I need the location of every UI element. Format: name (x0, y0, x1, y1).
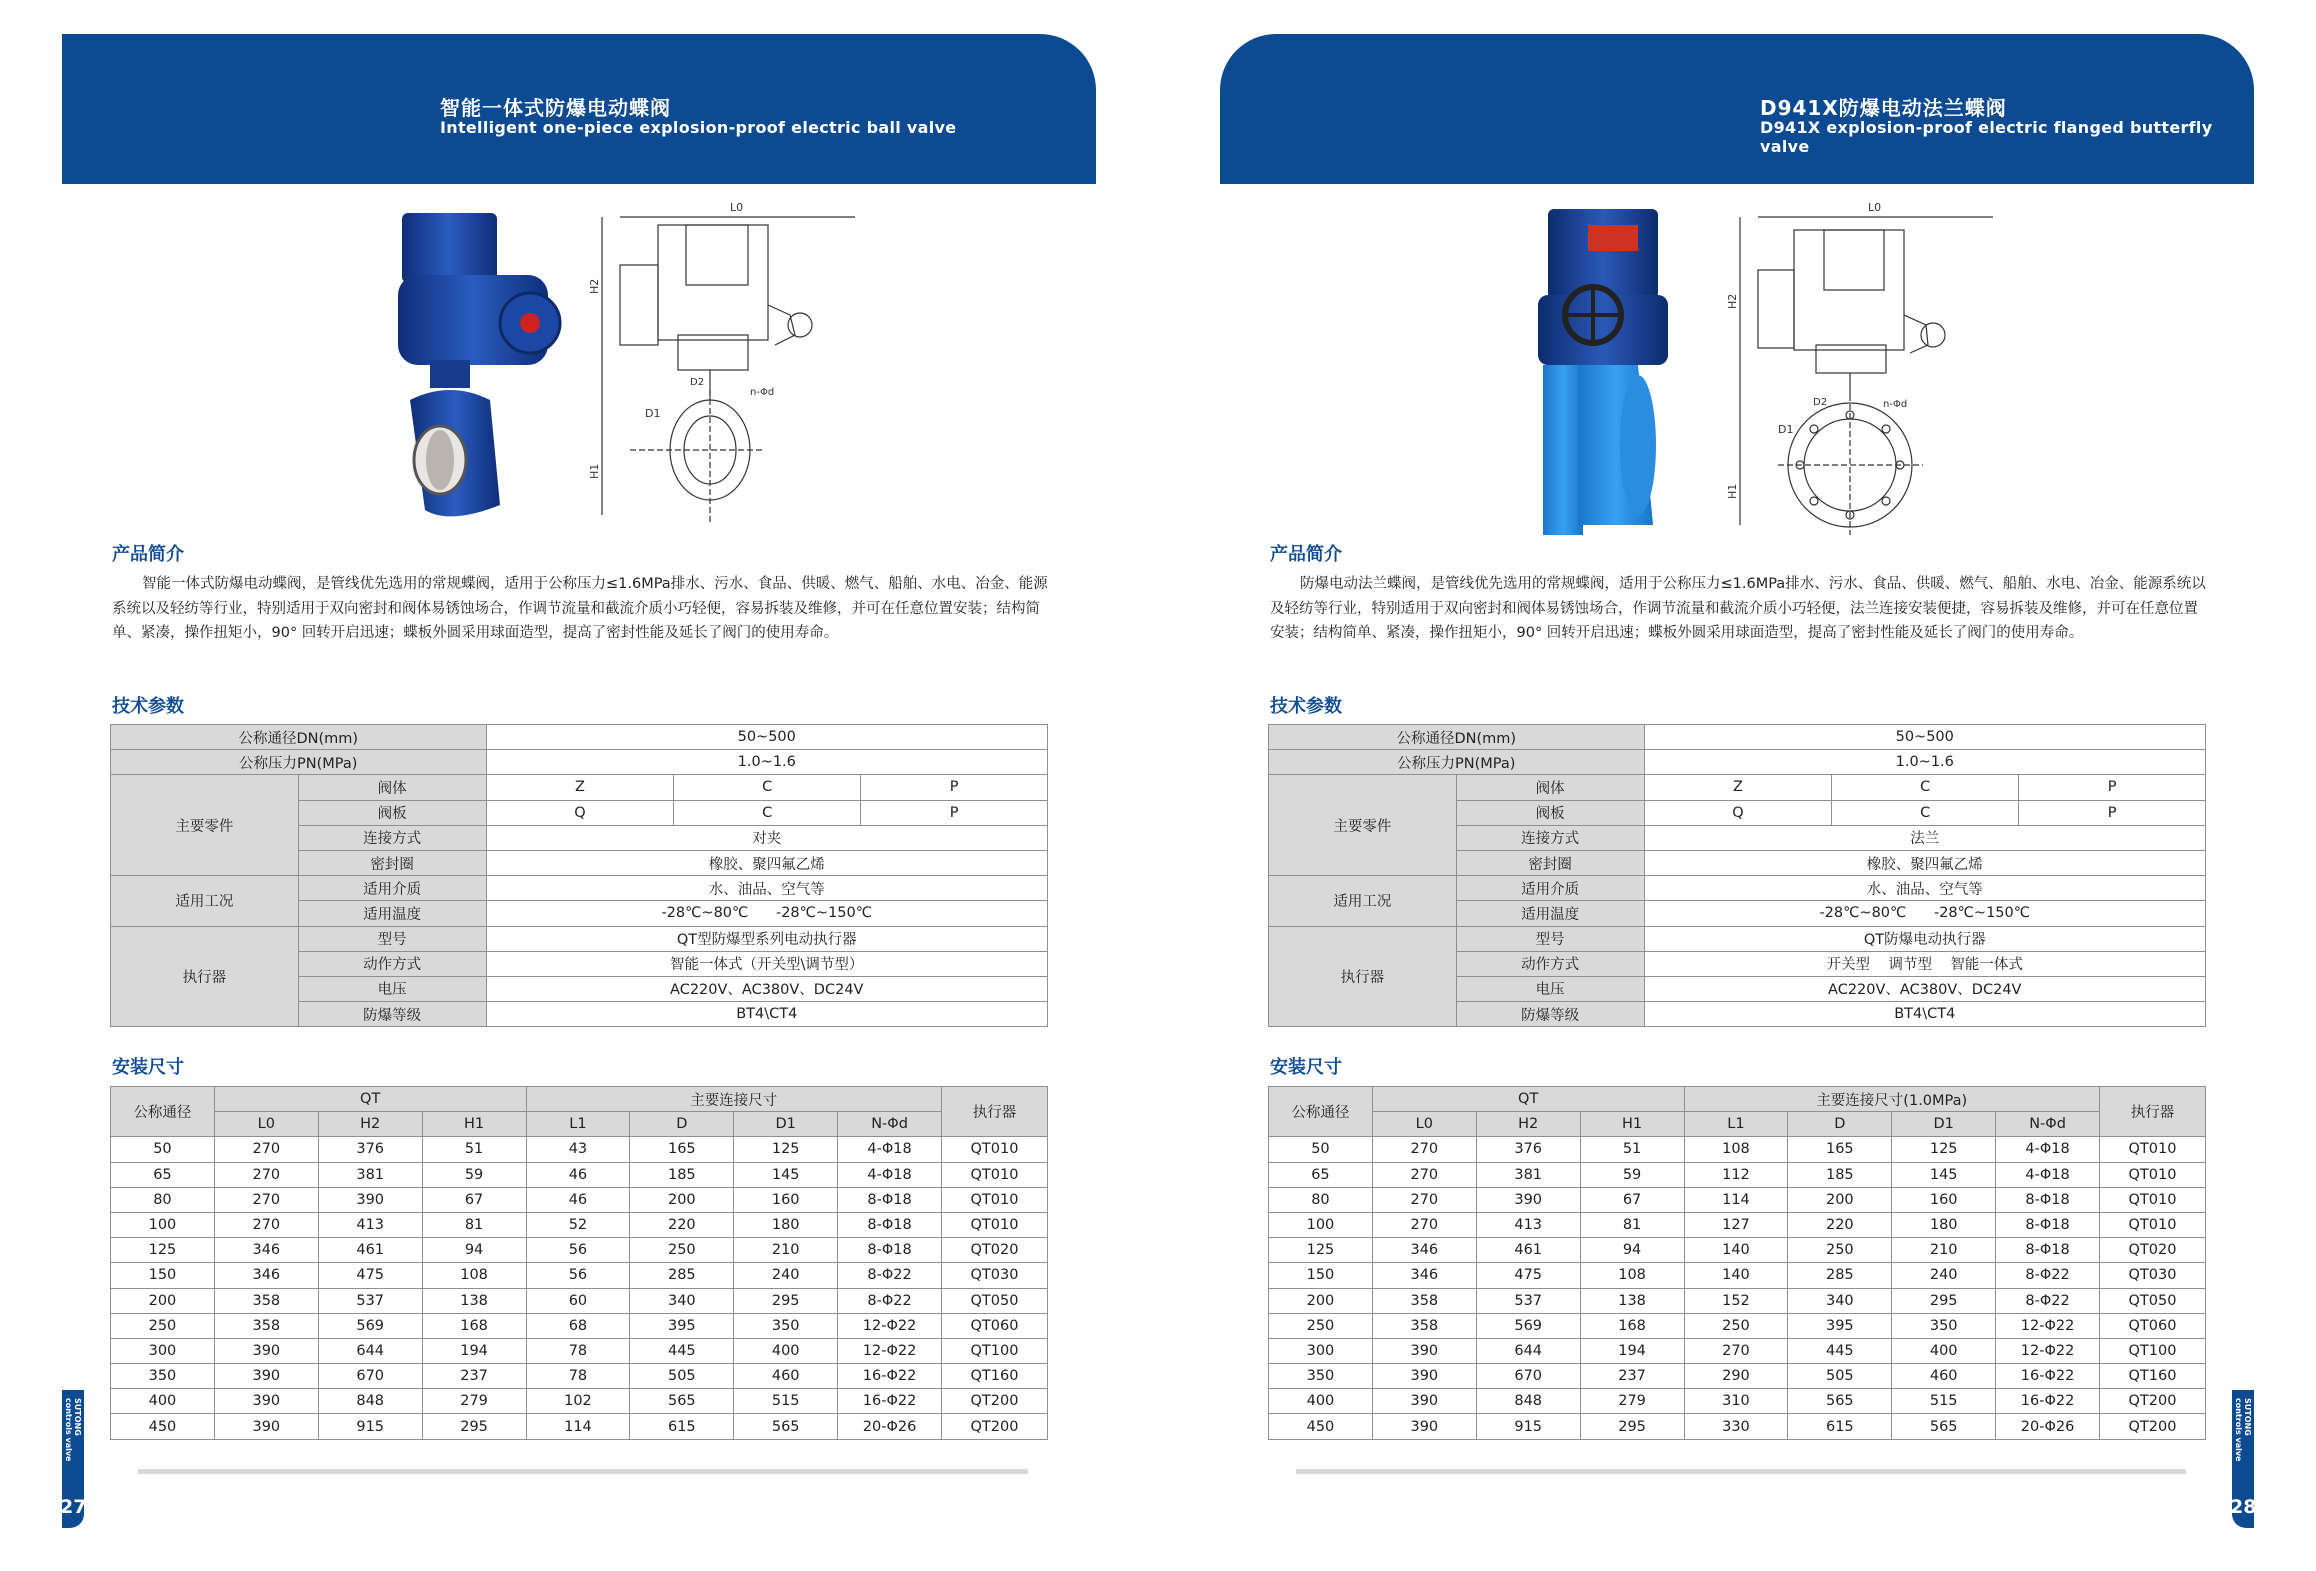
table-cell: 145 (1892, 1162, 1996, 1187)
table-cell: 270 (1372, 1212, 1476, 1237)
table-cell: 150 (111, 1263, 215, 1288)
table-cell: 108 (422, 1263, 526, 1288)
table-row (1269, 1389, 2206, 1414)
table-cell: 346 (214, 1263, 318, 1288)
table-cell: 445 (630, 1338, 734, 1363)
table-cell: 56 (526, 1263, 630, 1288)
table-cell: 220 (1788, 1212, 1892, 1237)
table-cell: 376 (318, 1137, 422, 1162)
table-cell: 390 (1476, 1187, 1580, 1212)
intro-text (112, 572, 1048, 646)
table-cell: 290 (1684, 1364, 1788, 1389)
table-cell: 270 (1372, 1137, 1476, 1162)
table-cell: 12-Φ22 (1996, 1338, 2100, 1363)
table-cell: 8-Φ22 (1996, 1288, 2100, 1313)
label-d2: D2 (1813, 397, 1828, 408)
table-cell: QT010 (942, 1187, 1048, 1212)
table-cell: 108 (1580, 1263, 1684, 1288)
table-cell: 915 (1476, 1414, 1580, 1439)
table-cell: QT200 (942, 1389, 1048, 1414)
table-cell: 138 (422, 1288, 526, 1313)
table-row (111, 1389, 1048, 1414)
table-cell: 295 (734, 1288, 838, 1313)
table-cell: 8-Φ18 (838, 1187, 942, 1212)
table-row (111, 1414, 1048, 1439)
table-row (111, 1137, 1048, 1162)
dims-title: 安装尺寸 (1270, 1057, 1342, 1078)
table-cell: 68 (526, 1313, 630, 1338)
table-cell: 78 (526, 1364, 630, 1389)
table-cell: 81 (422, 1212, 526, 1237)
table-cell: 270 (214, 1212, 318, 1237)
table-cell: 450 (111, 1414, 215, 1439)
table-row (111, 1263, 1048, 1288)
table-cell: QT020 (942, 1238, 1048, 1263)
table-cell: 200 (1269, 1288, 1373, 1313)
table-cell: 65 (1269, 1162, 1373, 1187)
table-cell: 168 (422, 1313, 526, 1338)
table-cell: 390 (214, 1414, 318, 1439)
table-cell: 390 (318, 1187, 422, 1212)
table-cell: 295 (1580, 1414, 1684, 1439)
table-cell: 250 (1788, 1238, 1892, 1263)
table-cell: 112 (1684, 1162, 1788, 1187)
table-cell: 460 (734, 1364, 838, 1389)
table-cell: 140 (1684, 1263, 1788, 1288)
title-en: Intelligent one-piece explosion-proof electric ball valve (440, 118, 957, 137)
label-d2: D2 (690, 377, 705, 388)
tech-title: 技术参数 (112, 696, 184, 717)
table-cell: 4-Φ18 (1996, 1162, 2100, 1187)
table-cell: 270 (214, 1187, 318, 1212)
brand-vertical: SUTONG controls valve (2234, 1398, 2252, 1462)
title-cn: D941X防爆电动法兰蝶阀 (1760, 96, 2007, 120)
title-en: D941X explosion-proof electric flanged butterfly valve (1760, 118, 2213, 156)
table-cell: 60 (526, 1288, 630, 1313)
page-tab (2230, 1390, 2257, 1528)
brand-vertical: SUTONG controls valve (64, 1398, 82, 1462)
table-cell: QT160 (2100, 1364, 2206, 1389)
table-cell: 381 (318, 1162, 422, 1187)
table-cell: 295 (1892, 1288, 1996, 1313)
table-cell: 475 (1476, 1263, 1580, 1288)
table-cell: QT060 (942, 1313, 1048, 1338)
table-cell: 12-Φ22 (838, 1313, 942, 1338)
table-cell: 376 (1476, 1137, 1580, 1162)
table-cell: QT160 (942, 1364, 1048, 1389)
table-cell: QT010 (2100, 1212, 2206, 1237)
table-cell: 445 (1788, 1338, 1892, 1363)
table-cell: 8-Φ18 (838, 1212, 942, 1237)
table-cell: 100 (1269, 1212, 1373, 1237)
table-cell: 390 (1372, 1364, 1476, 1389)
footer-line (138, 1469, 1028, 1474)
table-cell: 270 (1372, 1187, 1476, 1212)
table-cell: 8-Φ18 (1996, 1212, 2100, 1237)
table-cell: 67 (422, 1187, 526, 1212)
table-row (1269, 1212, 2206, 1237)
table-cell: 4-Φ18 (1996, 1137, 2100, 1162)
label-l0: L0 (730, 201, 744, 214)
intro-title: 产品简介 (112, 544, 184, 565)
intro-title: 产品简介 (1270, 544, 1342, 565)
table-cell: 8-Φ22 (838, 1263, 942, 1288)
title-banner (1220, 34, 2254, 184)
table-cell: QT010 (942, 1212, 1048, 1237)
label-d1: D1 (645, 407, 661, 420)
table-row (1269, 1288, 2206, 1313)
table-cell: 475 (318, 1263, 422, 1288)
table-cell: 848 (318, 1389, 422, 1414)
table-cell: 515 (1892, 1389, 1996, 1414)
dims-rows (1269, 1137, 2206, 1439)
table-cell: 346 (214, 1238, 318, 1263)
table-cell: 400 (1892, 1338, 1996, 1363)
table-cell: 250 (111, 1313, 215, 1338)
title-banner (62, 34, 1096, 184)
table-cell: 300 (1269, 1338, 1373, 1363)
table-cell: 185 (630, 1162, 734, 1187)
table-cell: 65 (111, 1162, 215, 1187)
table-cell: 413 (1476, 1212, 1580, 1237)
dims-table: 公称通径 QT 主要连接尺寸 执行器 L0 H2 H1 L1 D D1 N-Φd 50 270 376 51 43 165 125 4-Φ18 QT010 65 270 381 59 46 185 145 4-Φ18 QT010 80 270 390 67 46 200 160 8-Φ18 QT010 100 270 413 81 52 220 180 8-Φ18 QT010 125 346 461 94 56 250 210 8-Φ18 QT020 150 346 475 108 56 285 240 8-Φ22 QT030 200 358 537 138 60 340 295 8-Φ22 QT050 250 358 569 168 68 395 350 12-Φ22 QT060 300 390 644 194 78 445 400 12-Φ22 QT100 350 390 670 237 78 505 460 16-Φ22 QT160 400 390 848 279 102 565 515 16-Φ22 QT200 450 390 915 295 114 615 565 20-Φ26 QT200 (110, 1086, 1048, 1440)
label-nd: n-Φd (1883, 399, 1908, 410)
dims-table: 公称通径 QT 主要连接尺寸(1.0MPa) 执行器 L0 H2 H1 L1 D D1 N-Φd 50 270 376 51 108 165 125 4-Φ18 QT010 65 270 381 59 112 185 145 4-Φ18 QT010 80 270 390 67 114 200 160 8-Φ18 QT010 100 270 413 81 127 220 180 8-Φ18 QT010 125 346 461 94 140 250 210 8-Φ18 QT020 150 346 475 108 140 285 240 8-Φ22 QT030 200 358 537 138 152 340 295 8-Φ22 QT050 250 358 569 168 250 395 350 12-Φ22 QT060 300 390 644 194 270 445 400 12-Φ22 QT100 350 390 670 237 290 505 460 16-Φ22 QT160 400 390 848 279 310 565 515 16-Φ22 QT200 450 390 915 295 330 615 565 20-Φ26 QT200 (1268, 1086, 2206, 1440)
table-cell: 81 (1580, 1212, 1684, 1237)
table-cell: 185 (1788, 1162, 1892, 1187)
table-cell: 210 (734, 1238, 838, 1263)
table-cell: 461 (1476, 1238, 1580, 1263)
table-cell: 358 (214, 1313, 318, 1338)
label-h2: H2 (1726, 293, 1739, 309)
label-h1: H1 (1726, 483, 1739, 499)
title-cn: 智能一体式防爆电动蝶阀 (440, 96, 671, 120)
table-row (1269, 1238, 2206, 1263)
table-cell: 240 (1892, 1263, 1996, 1288)
table-cell: QT200 (2100, 1414, 2206, 1439)
table-cell: 240 (734, 1263, 838, 1288)
table-cell: 43 (526, 1137, 630, 1162)
table-cell: 390 (214, 1364, 318, 1389)
table-cell: 108 (1684, 1137, 1788, 1162)
table-cell: QT030 (942, 1263, 1048, 1288)
footer-line (1296, 1469, 2186, 1474)
table-cell: 50 (111, 1137, 215, 1162)
table-cell: 460 (1892, 1364, 1996, 1389)
table-row (1269, 1162, 2206, 1187)
table-cell: QT020 (2100, 1238, 2206, 1263)
table-row (1269, 1338, 2206, 1363)
table-cell: 358 (1372, 1313, 1476, 1338)
table-row (111, 1238, 1048, 1263)
table-cell: 390 (214, 1389, 318, 1414)
table-cell: 358 (1372, 1288, 1476, 1313)
table-cell: 165 (1788, 1137, 1892, 1162)
table-cell: QT060 (2100, 1313, 2206, 1338)
table-cell: 250 (1684, 1313, 1788, 1338)
table-cell: 615 (630, 1414, 734, 1439)
table-cell: 12-Φ22 (1996, 1313, 2100, 1338)
table-cell: 400 (734, 1338, 838, 1363)
table-cell: 270 (1372, 1162, 1476, 1187)
intro-body: 防爆电动法兰蝶阀，是管线优先选用的常规蝶阀，适用于公称压力≤1.6MPa排水、污水、食品、供暖、燃气、船舶、水电、冶金、能源系统以及轻纺等行业，特别适用于双向密封和阀体易锈蚀场合，作调节流量和截流介质小巧轻便，法兰连接安装便捷，容易拆装及维修，并可在任意位置安装；结构简单、紧凑，操作扭矩小，90° 回转开启迅速；蝶板外圆采用球面造型，提高了密封性能及延长了阀门的使用寿命。 (1270, 576, 2206, 641)
table-cell: 270 (214, 1137, 318, 1162)
table-cell: 340 (1788, 1288, 1892, 1313)
table-cell: 285 (630, 1263, 734, 1288)
table-cell: 102 (526, 1389, 630, 1414)
table-cell: 194 (422, 1338, 526, 1363)
table-cell: 16-Φ22 (1996, 1389, 2100, 1414)
page-number: 28 (2230, 1496, 2257, 1518)
table-cell: 168 (1580, 1313, 1684, 1338)
table-cell: 152 (1684, 1288, 1788, 1313)
table-cell: 250 (630, 1238, 734, 1263)
table-cell: 94 (422, 1238, 526, 1263)
table-cell: QT010 (2100, 1187, 2206, 1212)
table-row (1269, 1414, 2206, 1439)
table-cell: 100 (111, 1212, 215, 1237)
table-cell: 180 (1892, 1212, 1996, 1237)
table-row (111, 1364, 1048, 1389)
table-cell: 381 (1476, 1162, 1580, 1187)
table-cell: 644 (1476, 1338, 1580, 1363)
table-cell: 565 (734, 1414, 838, 1439)
valve-drawing (1728, 195, 2008, 535)
table-cell: 78 (526, 1338, 630, 1363)
table-cell: 644 (318, 1338, 422, 1363)
table-cell: 565 (1892, 1414, 1996, 1439)
table-cell: 413 (318, 1212, 422, 1237)
table-cell: 125 (1269, 1238, 1373, 1263)
table-cell: 279 (422, 1389, 526, 1414)
table-cell: 279 (1580, 1389, 1684, 1414)
table-cell: 94 (1580, 1238, 1684, 1263)
table-cell: 56 (526, 1238, 630, 1263)
table-cell: 358 (214, 1288, 318, 1313)
params-table: 公称通径DN(mm) 50~500 公称压力PN(MPa) 1.0~1.6 主要零件 阀体 Z C P 阀板 Q C P 连接方式 对夹 密封圈 橡胶、聚四氟乙烯 适用工况 适用介质 水、油品、空气等 适用温度 -28℃~80℃ -28℃~150℃ 执行器 型号 QT型防爆型系列电动执行器 动作方式 智能一体式（开关型\调节型） 电压 AC220V、AC380V、DC24V 防爆等级 BT4\CT4 (110, 724, 1048, 1027)
table-cell: 4-Φ18 (838, 1137, 942, 1162)
table-cell: 400 (111, 1389, 215, 1414)
table-row (1269, 1313, 2206, 1338)
table-row (111, 1338, 1048, 1363)
table-cell: 210 (1892, 1238, 1996, 1263)
table-cell: 250 (1269, 1313, 1373, 1338)
table-cell: 350 (734, 1313, 838, 1338)
table-cell: 125 (1892, 1137, 1996, 1162)
page-number: 27 (60, 1496, 87, 1518)
table-cell: 51 (1580, 1137, 1684, 1162)
valve-drawing (590, 195, 870, 535)
table-cell: 20-Φ26 (838, 1414, 942, 1439)
table-cell: QT100 (2100, 1338, 2206, 1363)
table-cell: 400 (1269, 1389, 1373, 1414)
table-cell: 20-Φ26 (1996, 1414, 2100, 1439)
table-row (1269, 1187, 2206, 1212)
table-cell: 390 (1372, 1389, 1476, 1414)
table-cell: 565 (1788, 1389, 1892, 1414)
table-cell: 395 (1788, 1313, 1892, 1338)
table-cell: 670 (318, 1364, 422, 1389)
table-cell: 915 (318, 1414, 422, 1439)
table-cell: 16-Φ22 (1996, 1364, 2100, 1389)
table-cell: 670 (1476, 1364, 1580, 1389)
table-cell: 180 (734, 1212, 838, 1237)
table-cell: 569 (318, 1313, 422, 1338)
table-cell: 350 (1269, 1364, 1373, 1389)
table-cell: 165 (630, 1137, 734, 1162)
table-cell: 125 (734, 1137, 838, 1162)
table-cell: 150 (1269, 1263, 1373, 1288)
table-cell: 505 (1788, 1364, 1892, 1389)
table-cell: 346 (1372, 1238, 1476, 1263)
table-row (111, 1162, 1048, 1187)
table-cell: 390 (1372, 1414, 1476, 1439)
table-cell: 505 (630, 1364, 734, 1389)
table-cell: 310 (1684, 1389, 1788, 1414)
label-h1: H1 (588, 463, 601, 479)
tech-title: 技术参数 (1270, 696, 1342, 717)
table-cell: QT010 (2100, 1162, 2206, 1187)
table-cell: 8-Φ18 (1996, 1238, 2100, 1263)
table-cell: 8-Φ18 (1996, 1187, 2100, 1212)
table-cell: 848 (1476, 1389, 1580, 1414)
table-cell: QT010 (942, 1162, 1048, 1187)
table-cell: 200 (111, 1288, 215, 1313)
table-row (1269, 1263, 2206, 1288)
table-cell: 46 (526, 1187, 630, 1212)
table-cell: 270 (1684, 1338, 1788, 1363)
table-cell: QT050 (942, 1288, 1048, 1313)
table-cell: 114 (1684, 1187, 1788, 1212)
table-cell: QT050 (2100, 1288, 2206, 1313)
table-cell: 350 (1892, 1313, 1996, 1338)
table-row (111, 1313, 1048, 1338)
table-cell: 537 (318, 1288, 422, 1313)
table-cell: 395 (630, 1313, 734, 1338)
table-cell: QT100 (942, 1338, 1048, 1363)
dims-title: 安装尺寸 (112, 1057, 184, 1078)
params-table: 公称通径DN(mm) 50~500 公称压力PN(MPa) 1.0~1.6 主要零件 阀体 Z C P 阀板 Q C P 连接方式 法兰 密封圈 橡胶、聚四氟乙烯 适用工况 适用介质 水、油品、空气等 适用温度 -28℃~80℃ -28℃~150℃ 执行器 型号 QT防爆电动执行器 动作方式 开关型 调节型 智能一体式 电压 AC220V、AC380V、DC24V 防爆等级 BT4\CT4 (1268, 724, 2206, 1027)
table-cell: 127 (1684, 1212, 1788, 1237)
label-l0: L0 (1868, 201, 1882, 214)
table-cell: 140 (1684, 1238, 1788, 1263)
table-cell: 515 (734, 1389, 838, 1414)
table-cell: 46 (526, 1162, 630, 1187)
table-cell: 114 (526, 1414, 630, 1439)
table-cell: 52 (526, 1212, 630, 1237)
table-cell: 80 (1269, 1187, 1373, 1212)
table-row (1269, 1137, 2206, 1162)
table-cell: 59 (1580, 1162, 1684, 1187)
table-cell: 295 (422, 1414, 526, 1439)
table-cell: 16-Φ22 (838, 1389, 942, 1414)
table-cell: 59 (422, 1162, 526, 1187)
page-tab (60, 1390, 87, 1528)
intro-body: 智能一体式防爆电动蝶阀，是管线优先选用的常规蝶阀，适用于公称压力≤1.6MPa排水、污水、食品、供暖、燃气、船舶、水电、冶金、能源系统以及轻纺等行业，特别适用于双向密封和阀体易锈蚀场合，作调节流量和截流介质小巧轻便，容易拆装及维修，并可在任意位置安装；结构简单、紧凑，操作扭矩小，90° 回转开启迅速；蝶板外圆采用球面造型，提高了密封性能及延长了阀门的使用寿命。 (112, 576, 1048, 641)
table-cell: 125 (111, 1238, 215, 1263)
table-cell: 51 (422, 1137, 526, 1162)
table-row (1269, 1364, 2206, 1389)
table-cell: 390 (214, 1338, 318, 1363)
table-cell: 12-Φ22 (838, 1338, 942, 1363)
table-cell: 390 (1372, 1338, 1476, 1363)
table-cell: 80 (111, 1187, 215, 1212)
table-cell: 8-Φ22 (838, 1288, 942, 1313)
table-row (111, 1212, 1048, 1237)
table-cell: 200 (1788, 1187, 1892, 1212)
table-cell: 330 (1684, 1414, 1788, 1439)
table-cell: 194 (1580, 1338, 1684, 1363)
table-cell: QT010 (2100, 1137, 2206, 1162)
table-cell: QT200 (2100, 1389, 2206, 1414)
table-cell: 8-Φ18 (838, 1238, 942, 1263)
table-cell: 8-Φ22 (1996, 1263, 2100, 1288)
table-cell: 16-Φ22 (838, 1364, 942, 1389)
table-cell: 237 (1580, 1364, 1684, 1389)
page-right (1158, 0, 2316, 1571)
valve-photo (390, 205, 580, 535)
label-d1: D1 (1778, 423, 1794, 436)
table-cell: 569 (1476, 1313, 1580, 1338)
table-cell: QT010 (942, 1137, 1048, 1162)
table-row (111, 1187, 1048, 1212)
table-cell: 300 (111, 1338, 215, 1363)
table-cell: 270 (214, 1162, 318, 1187)
table-cell: 537 (1476, 1288, 1580, 1313)
table-cell: QT030 (2100, 1263, 2206, 1288)
table-cell: 160 (1892, 1187, 1996, 1212)
table-cell: 346 (1372, 1263, 1476, 1288)
table-cell: 285 (1788, 1263, 1892, 1288)
table-cell: 138 (1580, 1288, 1684, 1313)
table-cell: 237 (422, 1364, 526, 1389)
table-cell: 200 (630, 1187, 734, 1212)
table-cell: 67 (1580, 1187, 1684, 1212)
table-cell: QT200 (942, 1414, 1048, 1439)
intro-text (1270, 572, 2206, 646)
valve-photo (1518, 205, 1708, 535)
table-cell: 450 (1269, 1414, 1373, 1439)
table-cell: 340 (630, 1288, 734, 1313)
table-cell: 50 (1269, 1137, 1373, 1162)
table-cell: 461 (318, 1238, 422, 1263)
label-nd: n-Φd (750, 387, 775, 398)
label-h2: H2 (588, 278, 601, 294)
table-cell: 615 (1788, 1414, 1892, 1439)
table-row (111, 1288, 1048, 1313)
dims-rows (111, 1137, 1048, 1439)
table-cell: 350 (111, 1364, 215, 1389)
table-cell: 160 (734, 1187, 838, 1212)
table-cell: 565 (630, 1389, 734, 1414)
table-cell: 4-Φ18 (838, 1162, 942, 1187)
table-cell: 145 (734, 1162, 838, 1187)
table-cell: 220 (630, 1212, 734, 1237)
